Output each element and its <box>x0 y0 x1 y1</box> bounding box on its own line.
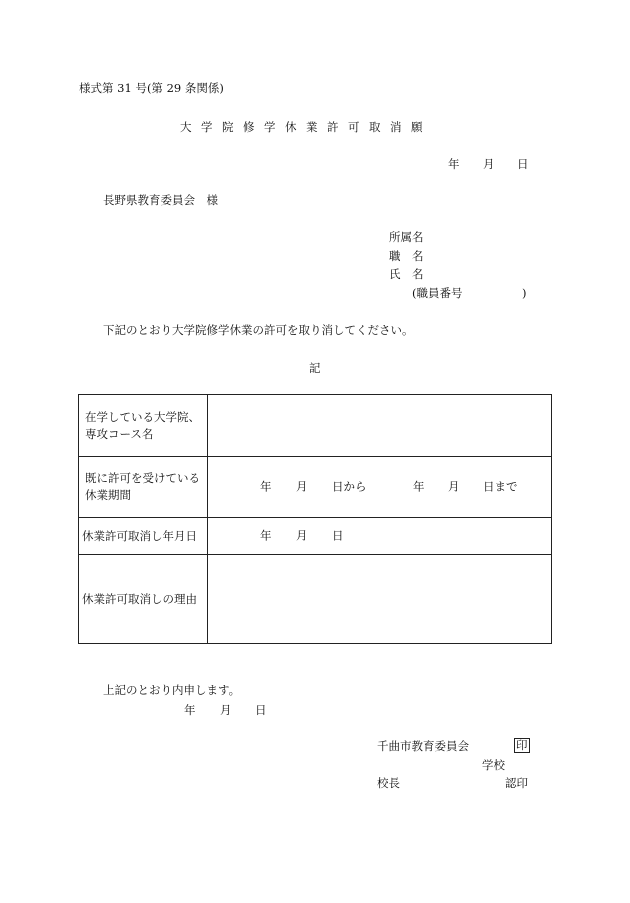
addressee: 長野県教育委員会 様 <box>103 193 218 207</box>
header-year: 年 <box>448 157 460 171</box>
board-seal <box>514 738 530 753</box>
leave-period-label: 既に許可を受けている 休業期間 <box>79 457 208 518</box>
cancel-day: 日 <box>332 528 344 543</box>
seal-icon: 印 <box>516 738 528 752</box>
graduate-school-value[interactable] <box>208 395 552 457</box>
report-text: 上記のとおり内申します。 <box>103 683 241 697</box>
period-day-end: 日まで <box>483 479 518 494</box>
reason-label: 休業許可取消しの理由 <box>79 555 208 644</box>
table-row-reason <box>79 555 552 644</box>
ki-heading: 記 <box>309 361 321 375</box>
staff-number-close: ) <box>522 286 527 300</box>
header-day: 日 <box>517 157 529 171</box>
name-label: 氏 名 <box>389 267 424 281</box>
school-label: 学校 <box>482 758 505 772</box>
cancel-month: 月 <box>296 528 308 543</box>
footer-month: 月 <box>220 703 232 717</box>
footer-year: 年 <box>184 703 196 717</box>
principal-label: 校長 <box>377 776 400 790</box>
form-number: 様式第 31 号(第 29 条関係) <box>79 81 224 95</box>
request-text: 下記のとおり大学院修学休業の許可を取り消してください。 <box>103 323 414 337</box>
period-year-end: 年 <box>413 479 425 494</box>
graduate-school-label: 在学している大学院、 専攻コース名 <box>79 395 208 457</box>
affiliation-label: 所属名 <box>389 230 424 244</box>
table-row-graduate-school <box>79 395 552 457</box>
period-day-start: 日から <box>332 479 367 494</box>
board-name: 千曲市教育委員会 <box>377 739 469 753</box>
details-table <box>78 394 552 644</box>
cancel-date-label: 休業許可取消し年月日 <box>79 518 208 555</box>
period-year-start: 年 <box>260 479 272 494</box>
staff-number-label: (職員番号 <box>412 286 463 300</box>
header-month: 月 <box>483 157 495 171</box>
table-row-leave-period <box>79 457 552 518</box>
period-month-start: 月 <box>296 479 308 494</box>
cancel-year: 年 <box>260 528 272 543</box>
footer-day: 日 <box>255 703 267 717</box>
table-row-cancel-date <box>79 518 552 555</box>
position-label: 職 名 <box>389 249 424 263</box>
reason-value[interactable] <box>208 555 552 644</box>
leave-period-value[interactable] <box>208 457 552 518</box>
approval-seal-label: 認印 <box>505 776 528 790</box>
period-month-end: 月 <box>448 479 460 494</box>
cancel-date-value[interactable] <box>208 518 552 555</box>
document-title: 大学院修学休業許可取消願 <box>180 120 432 134</box>
